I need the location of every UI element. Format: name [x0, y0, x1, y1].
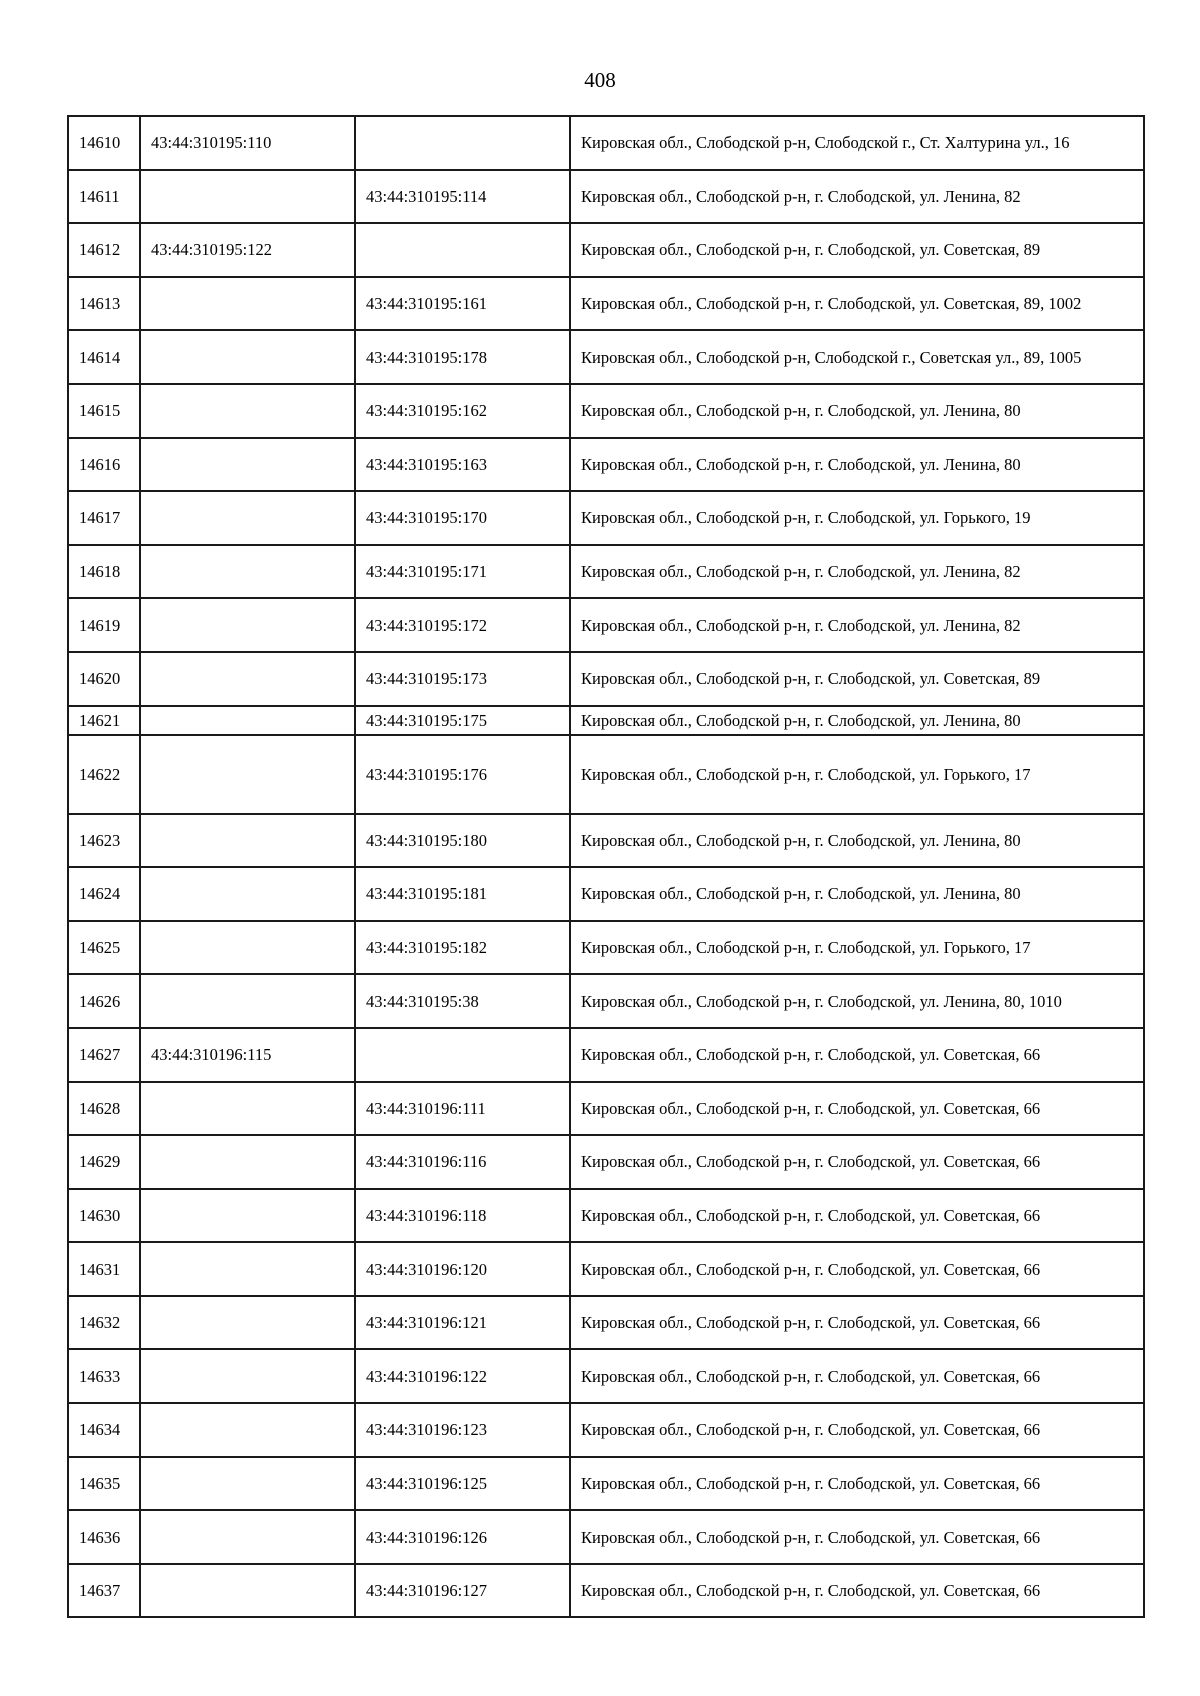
- cadastral-number-b: 43:44:310195:182: [355, 921, 570, 975]
- address: Кировская обл., Слободской р-н, г. Слободской, ул. Ленина, 82: [570, 545, 1144, 599]
- row-number: 14610: [68, 116, 140, 170]
- cadastral-number-a: [140, 867, 355, 921]
- row-number: 14634: [68, 1403, 140, 1457]
- cadastral-number-a: [140, 706, 355, 735]
- address: Кировская обл., Слободской р-н, г. Слободской, ул. Советская, 66: [570, 1028, 1144, 1082]
- table-row: [68, 491, 1144, 545]
- address: Кировская обл., Слободской р-н, г. Слободской, ул. Советская, 66: [570, 1510, 1144, 1564]
- row-number: 14630: [68, 1189, 140, 1243]
- cadastral-number-b: 43:44:310195:175: [355, 706, 570, 735]
- table-row: [68, 1564, 1144, 1618]
- address: Кировская обл., Слободской р-н, г. Слободской, ул. Советская, 66: [570, 1564, 1144, 1618]
- cadastral-number-a: [140, 735, 355, 814]
- table-row: [68, 1296, 1144, 1350]
- cadastral-number-a: [140, 1349, 355, 1403]
- table-row: [68, 1135, 1144, 1189]
- row-number: 14628: [68, 1082, 140, 1136]
- cadastral-number-a: [140, 1296, 355, 1350]
- table-row: [68, 974, 1144, 1028]
- address: Кировская обл., Слободской р-н, г. Слободской, ул. Советская, 66: [570, 1242, 1144, 1296]
- cadastral-number-b: 43:44:310196:111: [355, 1082, 570, 1136]
- table-row: [68, 735, 1144, 814]
- address: Кировская обл., Слободской р-н, г. Слободской, ул. Советская, 89: [570, 223, 1144, 277]
- row-number: 14621: [68, 706, 140, 735]
- table-row: [68, 330, 1144, 384]
- cadastral-number-b: 43:44:310195:173: [355, 652, 570, 706]
- cadastral-number-a: [140, 1403, 355, 1457]
- cadastral-number-a: [140, 974, 355, 1028]
- cadastral-number-b: 43:44:310196:126: [355, 1510, 570, 1564]
- table-row: [68, 1189, 1144, 1243]
- row-number: 14616: [68, 438, 140, 492]
- address: Кировская обл., Слободской р-н, г. Слободской, ул. Советская, 66: [570, 1349, 1144, 1403]
- table-row: [68, 814, 1144, 868]
- row-number: 14612: [68, 223, 140, 277]
- table-row: [68, 1403, 1144, 1457]
- cadastral-number-b: 43:44:310195:171: [355, 545, 570, 599]
- row-number: 14619: [68, 598, 140, 652]
- cadastral-number-a: [140, 438, 355, 492]
- table-row: [68, 921, 1144, 975]
- table-row: [68, 116, 1144, 170]
- row-number: 14617: [68, 491, 140, 545]
- row-number: 14622: [68, 735, 140, 814]
- table-row: [68, 867, 1144, 921]
- page-number: 408: [584, 68, 616, 92]
- cadastral-number-b: 43:44:310196:116: [355, 1135, 570, 1189]
- address: Кировская обл., Слободской р-н, Слободской г., Советская ул., 89, 1005: [570, 330, 1144, 384]
- registry-table: [67, 115, 1145, 1618]
- address: Кировская обл., Слободской р-н, г. Слободской, ул. Советская, 66: [570, 1189, 1144, 1243]
- cadastral-number-b: 43:44:310195:170: [355, 491, 570, 545]
- row-number: 14626: [68, 974, 140, 1028]
- address: Кировская обл., Слободской р-н, г. Слободской, ул. Ленина, 82: [570, 170, 1144, 224]
- row-number: 14620: [68, 652, 140, 706]
- address: Кировская обл., Слободской р-н, г. Слободской, ул. Советская, 89: [570, 652, 1144, 706]
- cadastral-number-b: 43:44:310195:180: [355, 814, 570, 868]
- table-row: [68, 652, 1144, 706]
- cadastral-number-b: [355, 116, 570, 170]
- cadastral-number-a: [140, 384, 355, 438]
- cadastral-number-b: 43:44:310195:181: [355, 867, 570, 921]
- address: Кировская обл., Слободской р-н, г. Слободской, ул. Ленина, 80: [570, 814, 1144, 868]
- cadastral-number-b: 43:44:310196:127: [355, 1564, 570, 1618]
- address: Кировская обл., Слободской р-н, г. Слободской, ул. Ленина, 80: [570, 867, 1144, 921]
- cadastral-number-b: [355, 1028, 570, 1082]
- table-row: [68, 545, 1144, 599]
- address: Кировская обл., Слободской р-н, Слободской г., Ст. Халтурина ул., 16: [570, 116, 1144, 170]
- cadastral-number-b: 43:44:310195:163: [355, 438, 570, 492]
- row-number: 14614: [68, 330, 140, 384]
- table-row: [68, 384, 1144, 438]
- cadastral-number-a: [140, 1082, 355, 1136]
- table-row: [68, 170, 1144, 224]
- cadastral-number-a: [140, 330, 355, 384]
- cadastral-number-b: 43:44:310196:125: [355, 1457, 570, 1511]
- cadastral-number-b: 43:44:310196:120: [355, 1242, 570, 1296]
- table-row: [68, 598, 1144, 652]
- row-number: 14613: [68, 277, 140, 331]
- address: Кировская обл., Слободской р-н, г. Слободской, ул. Ленина, 80, 1010: [570, 974, 1144, 1028]
- row-number: 14632: [68, 1296, 140, 1350]
- address: Кировская обл., Слободской р-н, г. Слободской, ул. Советская, 66: [570, 1403, 1144, 1457]
- address: Кировская обл., Слободской р-н, г. Слободской, ул. Советская, 89, 1002: [570, 277, 1144, 331]
- cadastral-number-a: 43:44:310195:122: [140, 223, 355, 277]
- cadastral-number-a: [140, 277, 355, 331]
- address: Кировская обл., Слободской р-н, г. Слободской, ул. Горького, 17: [570, 735, 1144, 814]
- cadastral-number-a: [140, 1242, 355, 1296]
- cadastral-number-a: [140, 1135, 355, 1189]
- address: Кировская обл., Слободской р-н, г. Слободской, ул. Советская, 66: [570, 1296, 1144, 1350]
- cadastral-number-a: [140, 652, 355, 706]
- cadastral-number-a: [140, 545, 355, 599]
- address: Кировская обл., Слободской р-н, г. Слободской, ул. Горького, 17: [570, 921, 1144, 975]
- table-row: [68, 438, 1144, 492]
- row-number: 14633: [68, 1349, 140, 1403]
- table-row: [68, 1028, 1144, 1082]
- cadastral-number-b: 43:44:310195:172: [355, 598, 570, 652]
- row-number: 14611: [68, 170, 140, 224]
- row-number: 14625: [68, 921, 140, 975]
- cadastral-number-a: 43:44:310195:110: [140, 116, 355, 170]
- cadastral-number-b: 43:44:310195:178: [355, 330, 570, 384]
- row-number: 14624: [68, 867, 140, 921]
- row-number: 14636: [68, 1510, 140, 1564]
- row-number: 14623: [68, 814, 140, 868]
- cadastral-number-b: 43:44:310196:118: [355, 1189, 570, 1243]
- table-row: [68, 1082, 1144, 1136]
- cadastral-number-a: [140, 1510, 355, 1564]
- table-row: [68, 1349, 1144, 1403]
- table-row: [68, 1510, 1144, 1564]
- row-number: 14615: [68, 384, 140, 438]
- row-number: 14637: [68, 1564, 140, 1618]
- row-number: 14618: [68, 545, 140, 599]
- address: Кировская обл., Слободской р-н, г. Слободской, ул. Ленина, 80: [570, 706, 1144, 735]
- cadastral-number-a: [140, 1189, 355, 1243]
- cadastral-number-b: 43:44:310195:38: [355, 974, 570, 1028]
- address: Кировская обл., Слободской р-н, г. Слободской, ул. Ленина, 80: [570, 438, 1144, 492]
- cadastral-number-b: [355, 223, 570, 277]
- cadastral-number-b: 43:44:310196:121: [355, 1296, 570, 1350]
- row-number: 14635: [68, 1457, 140, 1511]
- address: Кировская обл., Слободской р-н, г. Слободской, ул. Ленина, 82: [570, 598, 1144, 652]
- address: Кировская обл., Слободской р-н, г. Слободской, ул. Ленина, 80: [570, 384, 1144, 438]
- cadastral-number-a: [140, 1457, 355, 1511]
- cadastral-number-b: 43:44:310195:161: [355, 277, 570, 331]
- cadastral-number-a: 43:44:310196:115: [140, 1028, 355, 1082]
- cadastral-number-b: 43:44:310195:162: [355, 384, 570, 438]
- address: Кировская обл., Слободской р-н, г. Слободской, ул. Горького, 19: [570, 491, 1144, 545]
- row-number: 14629: [68, 1135, 140, 1189]
- cadastral-number-b: 43:44:310195:114: [355, 170, 570, 224]
- cadastral-number-a: [140, 921, 355, 975]
- registry-table-body: [68, 116, 1144, 1617]
- address: Кировская обл., Слободской р-н, г. Слободской, ул. Советская, 66: [570, 1135, 1144, 1189]
- cadastral-number-b: 43:44:310196:122: [355, 1349, 570, 1403]
- cadastral-number-a: [140, 598, 355, 652]
- table-row: [68, 277, 1144, 331]
- cadastral-number-a: [140, 491, 355, 545]
- address: Кировская обл., Слободской р-н, г. Слободской, ул. Советская, 66: [570, 1082, 1144, 1136]
- cadastral-number-a: [140, 170, 355, 224]
- cadastral-number-b: 43:44:310196:123: [355, 1403, 570, 1457]
- row-number: 14627: [68, 1028, 140, 1082]
- cadastral-number-a: [140, 814, 355, 868]
- table-row: [68, 1242, 1144, 1296]
- row-number: 14631: [68, 1242, 140, 1296]
- table-row: [68, 223, 1144, 277]
- table-row: [68, 1457, 1144, 1511]
- address: Кировская обл., Слободской р-н, г. Слободской, ул. Советская, 66: [570, 1457, 1144, 1511]
- table-row: [68, 706, 1144, 735]
- cadastral-number-a: [140, 1564, 355, 1618]
- cadastral-number-b: 43:44:310195:176: [355, 735, 570, 814]
